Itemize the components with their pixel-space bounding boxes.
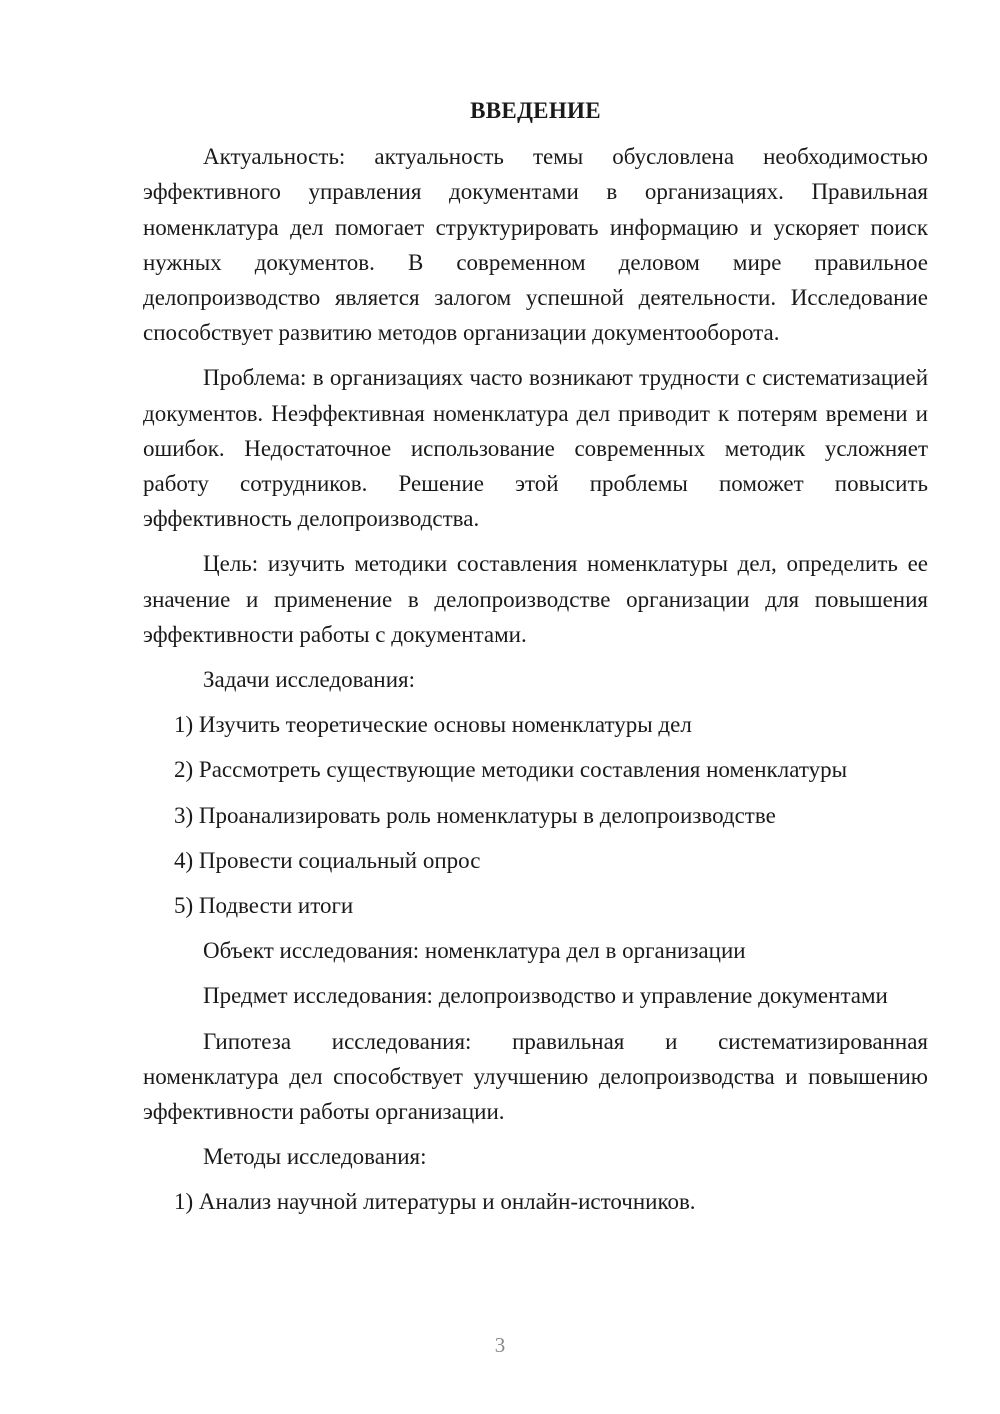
task-item: 4) Провести социальный опрос xyxy=(174,847,481,873)
section-heading: ВВЕДЕНИЕ xyxy=(470,98,601,123)
paragraph-subject: Предмет исследования: делопроизводство и управление документами xyxy=(203,983,888,1009)
page-number: 3 xyxy=(494,1333,506,1357)
tasks-title: Задачи исследования: xyxy=(203,667,416,693)
task-item: 3) Проанализировать роль номенклатуры в делопроизводстве xyxy=(174,802,776,828)
page-content xyxy=(143,93,928,1230)
paragraph-relevance: Актуальность: актуальность темы обусловлена необходимостью эффективного управления документами в организациях. Правильная номенклатура дел помогает структурировать информацию и ускоряет поиск нужных документов. В современном деловом мире правильное делопроизводство является залогом успешной деятельности. Исследование способствует развитию методов организации документооборота. xyxy=(143,144,928,346)
methods-title: Методы исследования: xyxy=(203,1144,427,1170)
paragraph-object: Объект исследования: номенклатура дел в организации xyxy=(203,938,746,964)
task-item: 5) Подвести итоги xyxy=(174,893,354,919)
paragraph-goal: Цель: изучить методики составления номенклатуры дел, определить ее значение и применение в делопроизводстве организации для повышения эффективности работы с документами. xyxy=(143,551,928,647)
task-item: 2) Рассмотреть существующие методики составления номенклатуры xyxy=(174,757,848,783)
task-item: 1) Изучить теоретические основы номенклатуры дел xyxy=(174,712,692,738)
method-item: 1) Анализ научной литературы и онлайн-источников. xyxy=(174,1189,696,1215)
paragraph-problem: Проблема: в организациях часто возникают трудности с систематизацией документов. Неэффективная номенклатура дел приводит к потерям времени и ошибок. Недостаточное использование современных методик усложняет работу сотрудников. Решение этой проблемы поможет повысить эффективность делопроизводства. xyxy=(143,365,928,532)
paragraph-hypothesis: Гипотеза исследования: правильная и систематизированная номенклатура дел способствует улучшению делопроизводства и повышению эффективности работы организации. xyxy=(143,1028,928,1125)
